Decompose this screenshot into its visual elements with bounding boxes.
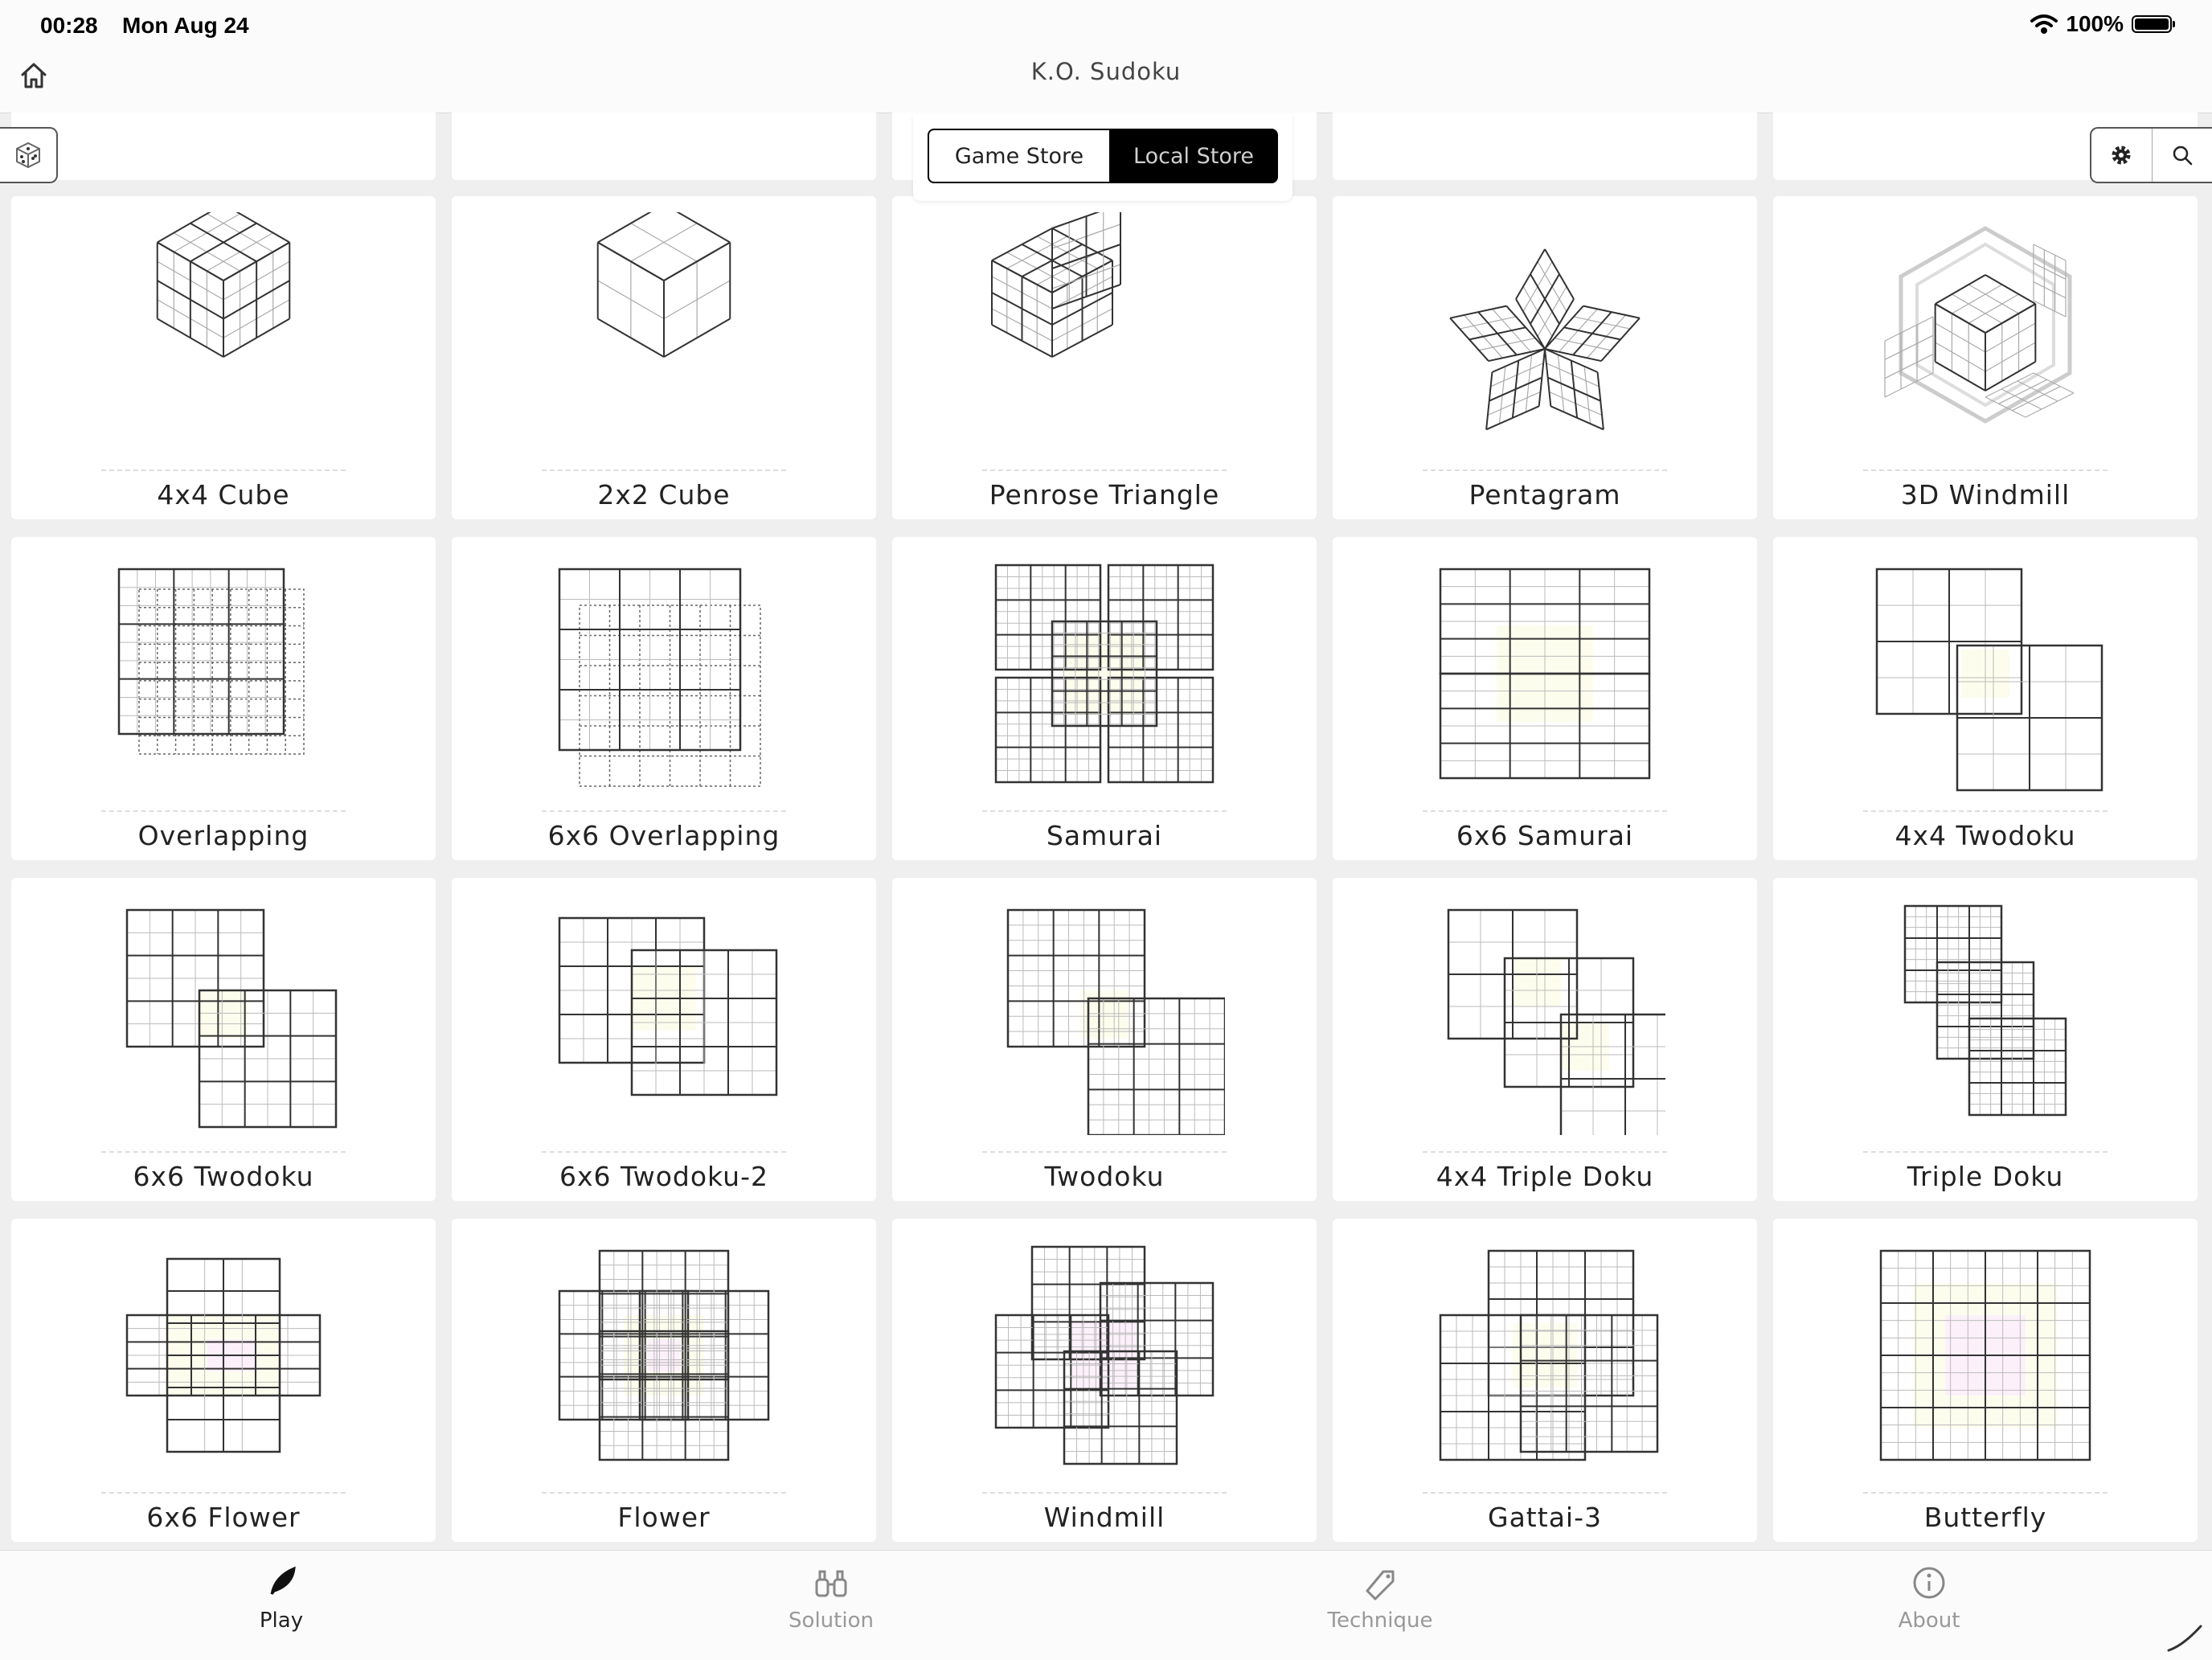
puzzle-thumbnail <box>11 196 436 469</box>
status-date: Mon Aug 24 <box>122 13 249 39</box>
battery-percent: 100% <box>2066 11 2124 37</box>
puzzle-tile-penrose-triangle[interactable] <box>892 196 1317 519</box>
puzzle-tile-label: Triple Doku <box>1773 1161 2198 1192</box>
puzzle-diagram <box>543 894 784 1135</box>
tile-divider <box>542 1151 786 1153</box>
puzzle-thumbnail <box>11 113 436 154</box>
tile-divider <box>982 1151 1227 1153</box>
tile-divider <box>542 469 786 471</box>
puzzle-tile-6x6-flower[interactable] <box>11 1219 436 1542</box>
puzzle-diagram <box>1865 212 2106 453</box>
puzzle-tile-label: 3D Windmill <box>1773 479 2198 510</box>
battery-icon <box>2132 15 2172 33</box>
puzzle-tile-honeycomb[interactable] <box>1333 113 1757 180</box>
puzzle-diagram <box>1424 894 1665 1135</box>
puzzle-tile-label: Gattai-3 <box>1333 1502 1757 1533</box>
puzzle-tile-6x6-twodoku[interactable] <box>11 878 436 1201</box>
tab-label: Technique <box>1300 1609 1460 1633</box>
puzzle-tile-label: 2x2 Cube <box>452 479 876 510</box>
puzzle-diagram <box>543 113 784 138</box>
tile-divider <box>1863 469 2108 471</box>
tab-label: About <box>1849 1609 2009 1633</box>
puzzle-thumbnail <box>11 537 436 810</box>
puzzle-tile-overlapping[interactable] <box>11 537 436 860</box>
puzzle-tile-samurai[interactable] <box>892 537 1317 860</box>
puzzle-diagram <box>1865 1235 2106 1476</box>
tile-divider <box>101 810 346 812</box>
tab-play[interactable] <box>201 1562 362 1633</box>
puzzle-diagram <box>543 553 784 794</box>
puzzle-thumbnail <box>892 537 1317 810</box>
puzzle-thumbnail <box>452 113 876 154</box>
pencil-stroke-icon <box>2165 1621 2206 1654</box>
puzzle-tile-6x6-overlapping[interactable] <box>452 537 876 860</box>
tab-label: Solution <box>751 1609 911 1633</box>
puzzle-diagram <box>1424 113 1665 138</box>
tile-divider <box>1863 1492 2108 1494</box>
tile-divider <box>982 469 1227 471</box>
puzzle-diagram <box>103 113 344 138</box>
puzzle-tile-label: 6x6 Overlapping <box>452 820 876 851</box>
puzzle-thumbnail <box>1773 537 2198 810</box>
puzzle-tile-label: Pentagram <box>1333 479 1757 510</box>
puzzle-diagram <box>1424 1235 1665 1476</box>
puzzle-tile-flower[interactable] <box>452 1219 876 1542</box>
puzzle-thumbnail <box>1773 196 2198 469</box>
puzzle-tile-label: Penrose Triangle <box>892 479 1317 510</box>
info-icon <box>1908 1562 1950 1604</box>
tile-divider <box>101 1151 346 1153</box>
puzzle-thumbnail <box>1333 537 1757 810</box>
puzzle-tile-label: 4x4 Cube <box>11 479 436 510</box>
store-toggle <box>913 114 1292 201</box>
puzzle-thumbnail <box>452 1219 876 1492</box>
puzzle-diagram <box>543 212 784 453</box>
tab-bar <box>0 1550 2212 1660</box>
puzzle-tile-3d-windmill[interactable] <box>1773 196 2198 519</box>
tab-technique[interactable] <box>1300 1562 1460 1633</box>
search-icon <box>2171 144 2194 166</box>
tile-divider <box>1423 810 1667 812</box>
tag-icon <box>1359 1562 1401 1604</box>
puzzle-tile-4x4-cube[interactable] <box>11 196 436 519</box>
puzzle-tile-windmill[interactable] <box>892 1219 1317 1542</box>
puzzle-thumbnail <box>892 196 1317 469</box>
tile-divider <box>101 1492 346 1494</box>
puzzle-diagram <box>103 894 344 1135</box>
puzzle-tile-label: Butterfly <box>1773 1502 2198 1533</box>
wifi-icon <box>2030 14 2058 35</box>
feather-icon <box>260 1562 302 1604</box>
tile-divider <box>1863 810 2108 812</box>
dice-icon <box>14 141 42 169</box>
puzzle-thumbnail <box>1773 878 2198 1151</box>
binoculars-icon <box>810 1562 852 1604</box>
nav-bar <box>0 50 2212 113</box>
puzzle-thumbnail <box>452 196 876 469</box>
puzzle-diagram <box>1865 553 2106 794</box>
puzzle-diagram <box>103 212 344 453</box>
puzzle-tile-hoshi[interactable] <box>11 113 436 180</box>
puzzle-diagram <box>984 553 1225 794</box>
puzzle-tile-butterfly[interactable] <box>1773 1219 2198 1542</box>
puzzle-tile-label: Windmill <box>892 1502 1317 1533</box>
puzzle-tile-6x6-twodoku-2[interactable] <box>452 878 876 1201</box>
puzzle-tile-label: Twodoku <box>892 1161 1317 1192</box>
tile-divider <box>1423 469 1667 471</box>
puzzle-diagram <box>984 212 1225 453</box>
puzzle-tile-4x4-twodoku[interactable] <box>1773 537 2198 860</box>
puzzle-thumbnail <box>11 878 436 1151</box>
puzzle-thumbnail <box>452 878 876 1151</box>
game-store-button[interactable]: Game Store <box>928 129 1111 183</box>
tile-divider <box>1423 1151 1667 1153</box>
puzzle-thumbnail <box>1333 113 1757 154</box>
puzzle-diagram <box>1424 212 1665 453</box>
tab-about[interactable] <box>1849 1562 2009 1633</box>
puzzle-thumbnail <box>1333 878 1757 1151</box>
puzzle-tile-2x2-cube[interactable] <box>452 196 876 519</box>
tile-divider <box>1423 1492 1667 1494</box>
puzzle-thumbnail <box>452 537 876 810</box>
puzzle-tile-4x4-triple-doku[interactable] <box>1333 878 1757 1201</box>
status-bar <box>0 0 2212 50</box>
tab-solution[interactable] <box>751 1562 911 1633</box>
puzzle-tile-label: 6x6 Twodoku <box>11 1161 436 1192</box>
local-store-button[interactable]: Local Store <box>1109 129 1278 183</box>
puzzle-thumbnail <box>1773 1219 2198 1492</box>
puzzle-tile-label: Samurai <box>892 820 1317 851</box>
status-time: 00:28 <box>40 13 98 39</box>
tab-label: Play <box>201 1609 362 1633</box>
puzzle-tile-6x6-samurai[interactable] <box>1333 537 1757 860</box>
puzzle-thumbnail <box>892 1219 1317 1492</box>
search-button[interactable] <box>2152 129 2212 182</box>
puzzle-tile-twodoku[interactable] <box>892 878 1317 1201</box>
puzzle-tile-label: 6x6 Samurai <box>1333 820 1757 851</box>
puzzle-grid <box>0 113 2212 1550</box>
puzzle-diagram <box>984 1235 1225 1476</box>
tile-divider <box>982 1492 1227 1494</box>
puzzle-tile-label: 4x4 Triple Doku <box>1333 1161 1757 1192</box>
puzzle-thumbnail <box>1333 196 1757 469</box>
puzzle-diagram <box>984 894 1225 1135</box>
gear-icon <box>2109 143 2133 167</box>
puzzle-diagram <box>543 1235 784 1476</box>
puzzle-tile-triple-doku[interactable] <box>1773 878 2198 1201</box>
tile-divider <box>542 810 786 812</box>
puzzle-tile-label: 6x6 Twodoku-2 <box>452 1161 876 1192</box>
puzzle-diagram <box>1865 113 2106 138</box>
puzzle-tile-label: 4x4 Twodoku <box>1773 820 2198 851</box>
puzzle-tile-pentagram[interactable] <box>1333 196 1757 519</box>
puzzle-tile-label: 6x6 Flower <box>11 1502 436 1533</box>
tile-divider <box>542 1492 786 1494</box>
puzzle-tile-label: Overlapping <box>11 820 436 851</box>
puzzle-tile-label: Flower <box>452 1502 876 1533</box>
puzzle-thumbnail <box>1333 1219 1757 1492</box>
puzzle-tile-gattai-3[interactable] <box>1333 1219 1757 1542</box>
status-right <box>2030 11 2172 37</box>
puzzle-diagram <box>1865 894 2106 1135</box>
random-puzzle-button[interactable] <box>0 127 58 183</box>
puzzle-diagram <box>103 1235 344 1476</box>
tile-divider <box>1863 1151 2108 1153</box>
settings-button[interactable] <box>2091 129 2152 182</box>
app-title: K.O. Sudoku <box>0 58 2212 85</box>
tool-buttons <box>2090 127 2212 183</box>
tile-divider <box>982 810 1227 812</box>
tile-divider <box>101 469 346 471</box>
puzzle-diagram <box>103 553 344 794</box>
puzzle-tile-4x4-ring[interactable] <box>452 113 876 180</box>
puzzle-thumbnail <box>11 1219 436 1492</box>
puzzle-diagram <box>1424 553 1665 794</box>
puzzle-thumbnail <box>892 878 1317 1151</box>
